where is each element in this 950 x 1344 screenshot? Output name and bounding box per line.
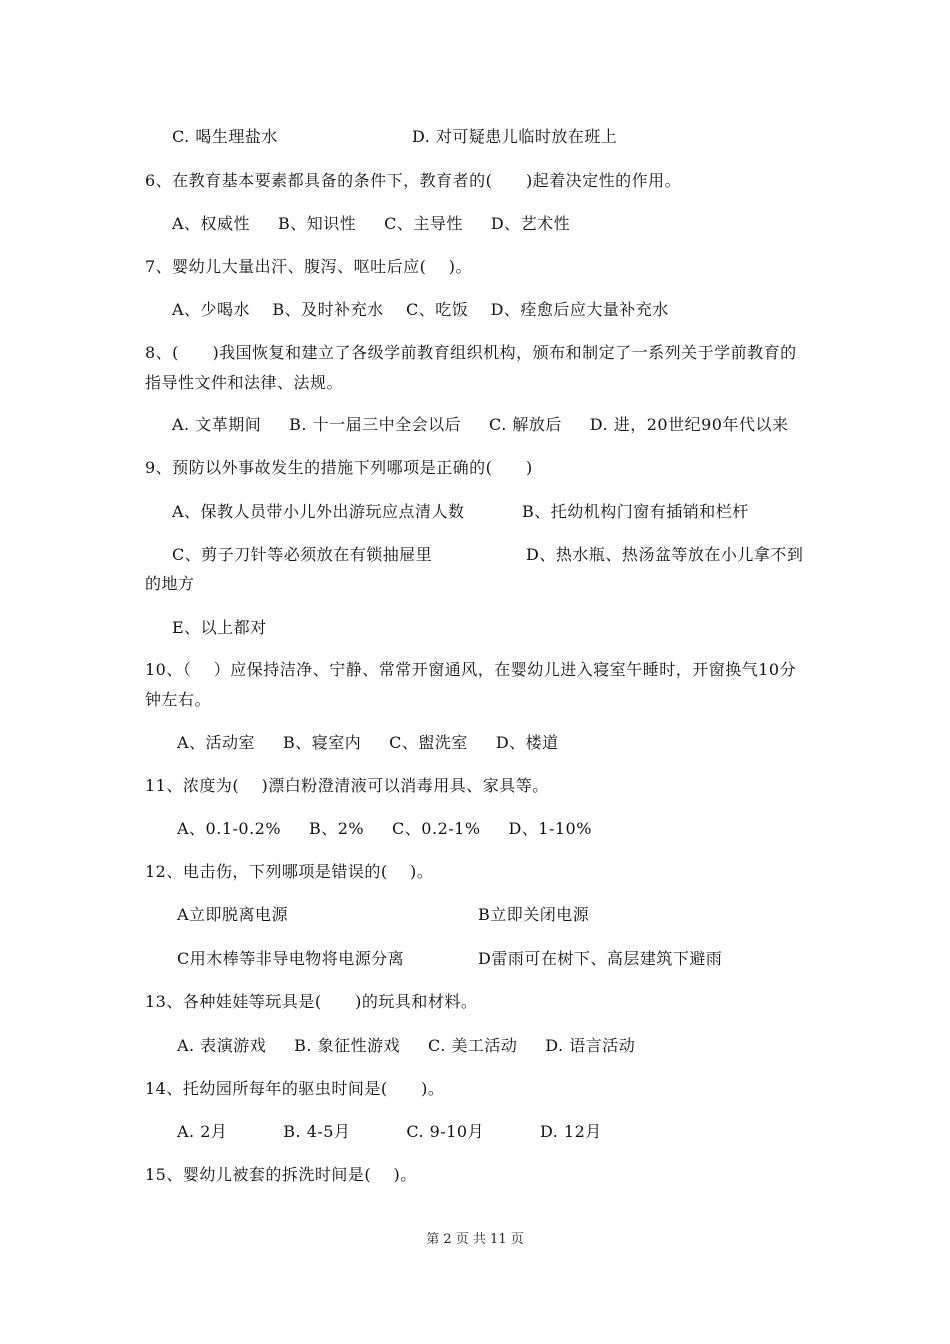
question-9-option-d-cont: 的地方 [145, 574, 195, 593]
question-9-option-e: E、以上都对 [172, 618, 267, 637]
question-8-options: A. 文革期间 B. 十一届三中全会以后 C. 解放后 D. 进，20世纪90年代以来 [172, 415, 789, 434]
question-9: 9、预防以外事故发生的措施下列哪项是正确的( ) [145, 458, 533, 477]
question-7: 7、婴幼儿大量出汗、腹泻、呕吐后应( )。 [145, 257, 473, 276]
question-9-option-a: A、保教人员带小儿外出游玩应点清人数 [172, 502, 465, 521]
question-8: 8、( )我国恢复和建立了各级学前教育组织机构，颁布和制定了一系列关于学前教育的 [145, 343, 797, 362]
question-9-option-b: B、托幼机构门窗有插销和栏杆 [522, 502, 749, 521]
option-line: D. 对可疑患儿临时放在班上 [412, 127, 618, 146]
question-13-options: A. 表演游戏 B. 象征性游戏 C. 美工活动 D. 语言活动 [177, 1036, 636, 1055]
question-12-option-a: A立即脱离电源 [177, 905, 289, 924]
question-6: 6、在教育基本要素都具备的条件下，教育者的( )起着决定性的作用。 [145, 171, 682, 190]
question-11-options: A、0.1-0.2% B、2% C、0.2-1% D、1-10% [177, 819, 592, 838]
question-11: 11、浓度为( )漂白粉澄清液可以消毒用具、家具等。 [145, 776, 549, 795]
option-line: C. 喝生理盐水 [172, 127, 278, 146]
question-8-cont: 指导性文件和法律、法规。 [145, 373, 344, 392]
question-10-options: A、活动室 B、寝室内 C、盥洗室 D、楼道 [177, 733, 559, 752]
question-12: 12、电击伤，下列哪项是错误的( )。 [145, 862, 434, 881]
question-9-option-c: C、剪子刀针等必须放在有锁抽屉里 [172, 545, 433, 564]
question-13: 13、各种娃娃等玩具是( )的玩具和材料。 [145, 992, 478, 1011]
question-10: 10、（ ）应保持洁净、宁静、常常开窗通风，在婴幼儿进入寝室午睡时，开窗换气10分 [145, 660, 797, 679]
question-12-option-d: D雷雨可在树下、高层建筑下避雨 [478, 949, 723, 968]
question-15: 15、婴幼儿被套的拆洗时间是( )。 [145, 1165, 417, 1184]
page-footer: 第 2 页 共 11 页 [426, 1232, 524, 1247]
question-12-option-b: B立即关闭电源 [478, 905, 590, 924]
question-7-options: A、少喝水 B、及时补充水 C、吃饭 D、痊愈后应大量补充水 [172, 300, 669, 319]
question-10-cont: 钟左右。 [145, 690, 212, 709]
question-14-options: A. 2月 B. 4-5月 C. 9-10月 D. 12月 [177, 1122, 602, 1141]
question-14: 14、托幼园所每年的驱虫时间是( )。 [145, 1079, 445, 1098]
question-9-option-d: D、热水瓶、热汤盆等放在小儿拿不到 [526, 545, 804, 564]
question-12-option-c: C用木棒等非导电物将电源分离 [177, 949, 405, 968]
question-6-options: A、权威性 B、知识性 C、主导性 D、艺术性 [172, 214, 571, 233]
